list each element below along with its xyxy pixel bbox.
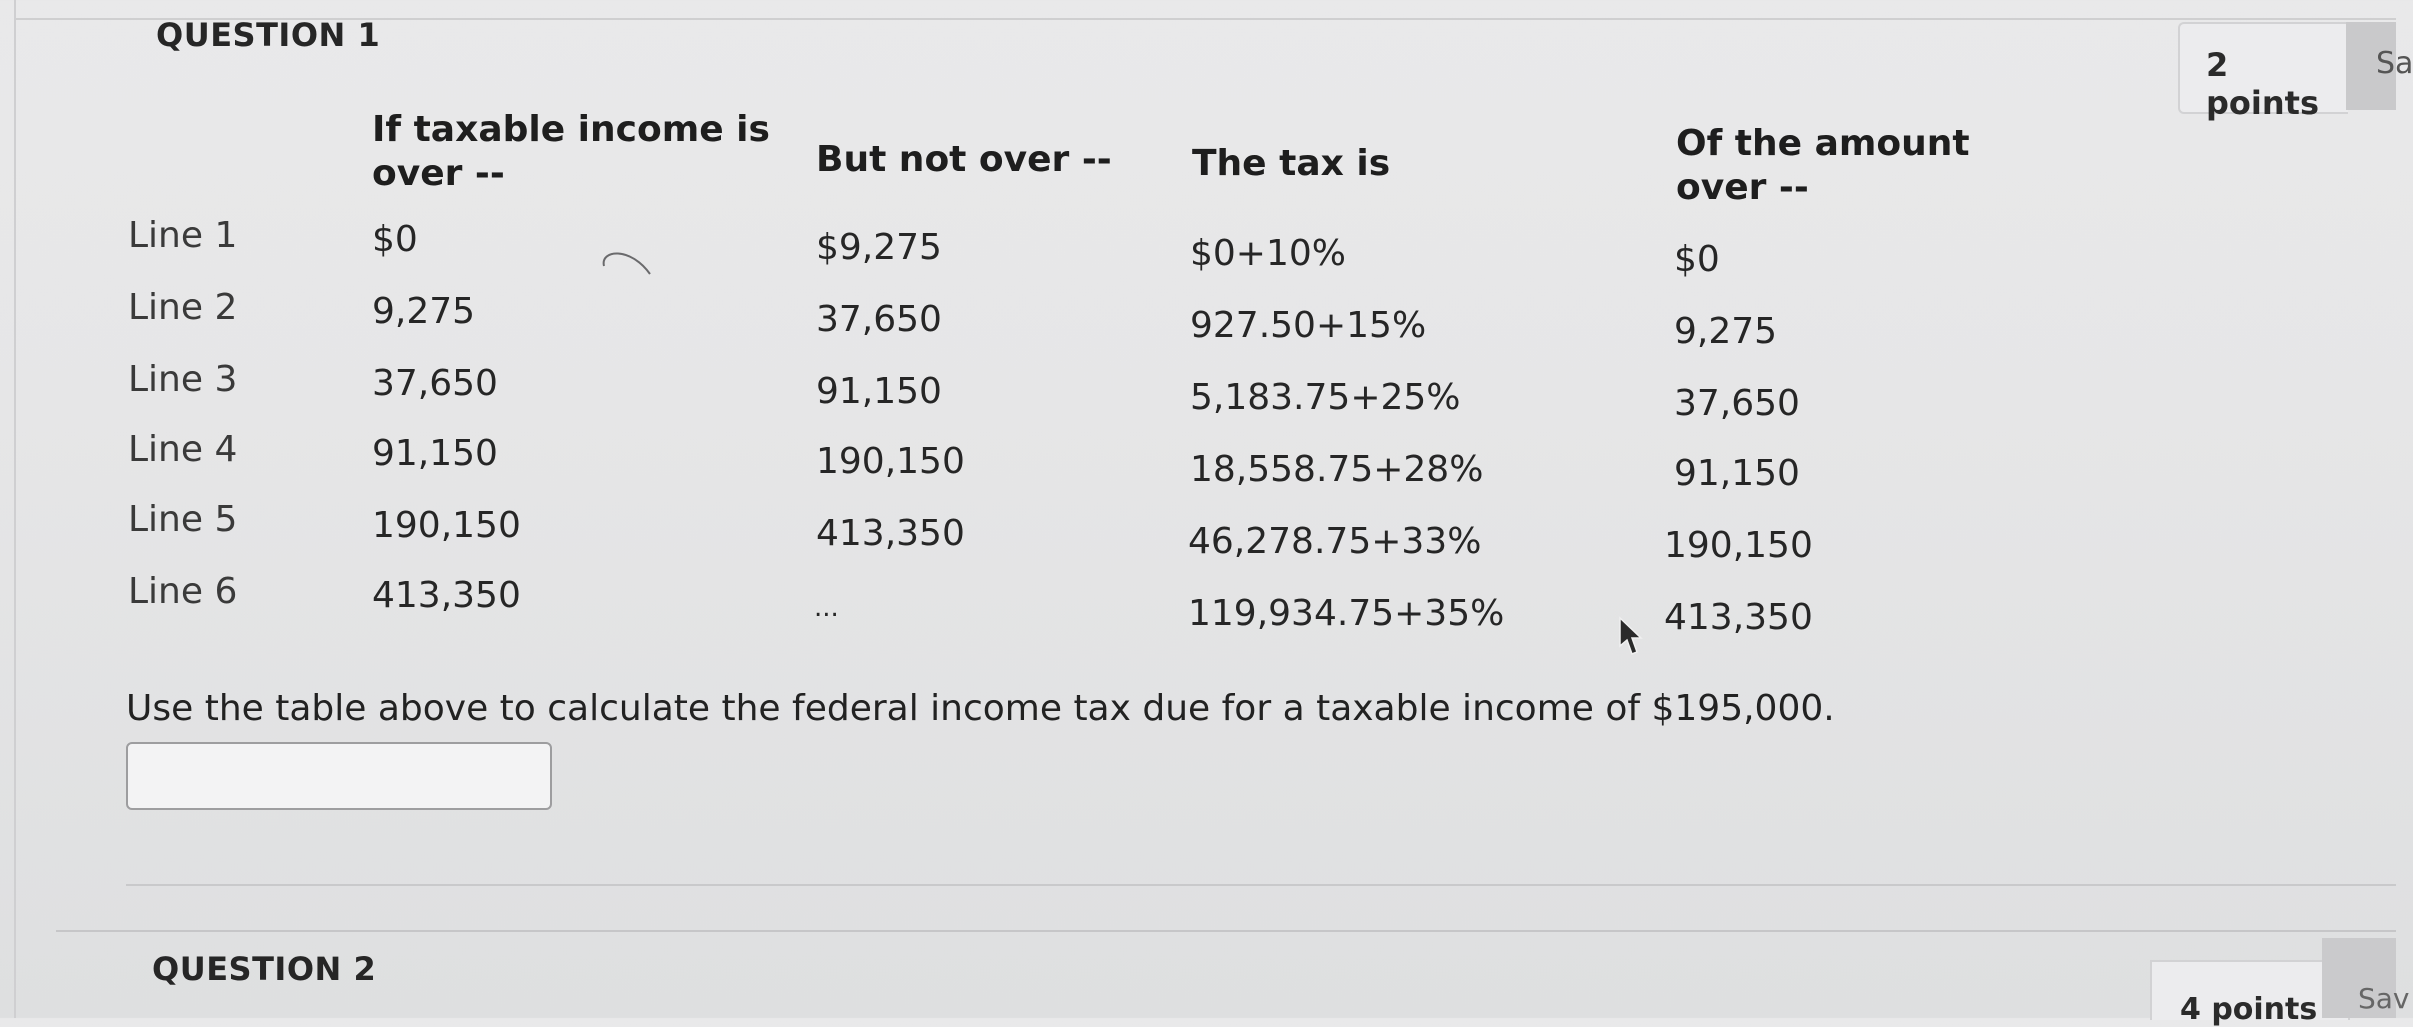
question-2-points-box [2150,960,2350,1027]
question-2-save-label: Sav [2358,982,2410,1015]
row-5-not-over: 413,350 [816,513,965,554]
page-left-edge [14,0,16,1018]
row-6-label: Line 6 [128,571,238,612]
row-5-of-amount: 190,150 [1664,525,1813,566]
save-button-label: Sa [2376,46,2413,81]
row-4-label: Line 4 [128,429,238,470]
question-1-title: QUESTION 1 [156,16,381,54]
stray-pen-mark [596,240,656,280]
row-5-label: Line 5 [128,499,238,540]
row-3-tax: 5,183.75+25% [1190,377,1461,418]
row-6-of-amount: 413,350 [1664,597,1813,638]
row-1-label: Line 1 [128,215,238,256]
row-2-over: 9,275 [372,291,476,332]
question-2-save-button[interactable] [2322,938,2410,1018]
row-1-of-amount: $0 [1674,239,1720,280]
question-2-title: QUESTION 2 [152,950,377,988]
row-1-over: $0 [372,219,418,260]
mouse-pointer-icon [1618,616,1644,660]
header-of-amount-line1: Of the amount [1676,123,1970,164]
header-of-amount-line2: over -- [1676,167,1809,208]
row-2-of-amount: 9,275 [1674,311,1778,352]
row-4-of-amount: 91,150 [1674,453,1800,494]
row-3-of-amount: 37,650 [1674,383,1800,424]
row-4-over: 91,150 [372,433,498,474]
header-tax-is: The tax is [1192,143,1391,184]
row-3-label: Line 3 [128,359,238,400]
header-income-over-line2: over -- [372,153,505,194]
answer-input[interactable] [126,742,552,810]
row-2-tax: 927.50+15% [1190,305,1427,346]
row-3-not-over: 91,150 [816,371,942,412]
header-income-over [372,108,770,196]
question-1-save-button[interactable] [2346,22,2413,110]
question-2-top-border [56,930,2396,932]
row-6-not-over: ... [814,593,839,623]
row-4-tax: 18,558.75+28% [1190,449,1484,490]
question-1-points-box [2178,22,2348,122]
question-1-prompt: Use the table above to calculate the federal income tax due for a taxable income of $195,000. [126,688,1835,729]
row-4-not-over: 190,150 [816,441,965,482]
row-6-over: 413,350 [372,575,521,616]
question-separator [126,884,2396,886]
row-3-over: 37,650 [372,363,498,404]
row-6-tax: 119,934.75+35% [1188,593,1505,634]
header-not-over: But not over -- [816,139,1112,180]
header-of-amount-over [1676,122,1970,210]
row-5-over: 190,150 [372,505,521,546]
row-5-tax: 46,278.75+33% [1188,521,1482,562]
row-2-label: Line 2 [128,287,238,328]
row-1-tax: $0+10% [1190,233,1346,274]
question-1-points: 2 points [2206,46,2319,122]
question-2-points: 4 points [2180,992,2318,1027]
row-2-not-over: 37,650 [816,299,942,340]
header-income-over-line1: If taxable income is [372,109,770,150]
row-1-not-over: $9,275 [816,227,942,268]
